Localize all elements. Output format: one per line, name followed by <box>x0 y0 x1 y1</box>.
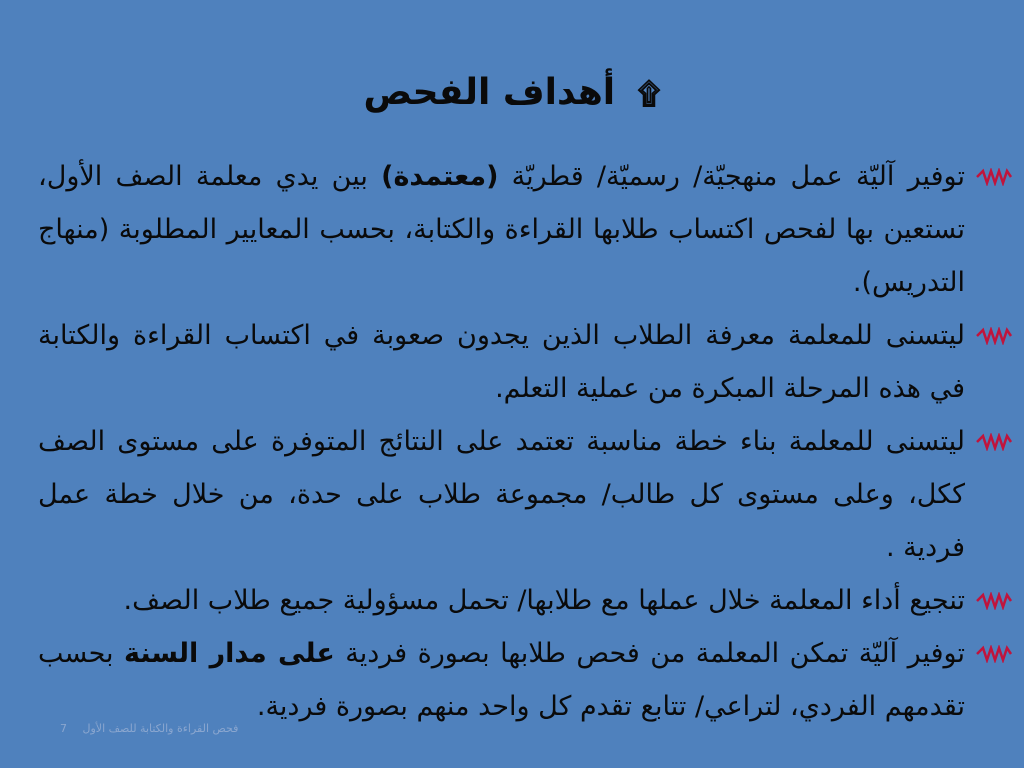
slide-title-text: أهداف الفحص <box>363 72 616 113</box>
bullet-item <box>38 627 1013 733</box>
ornament-icon: ۩ <box>637 77 661 112</box>
bullet-text: توفير آليّة عمل منهجيّة/ رسميّة/ قطريّة <box>498 161 965 192</box>
zigzag-bullet-icon <box>975 645 1013 663</box>
bullet-text: توفير آليّة تمكن المعلمة من فحص طلابها بصورة فردية <box>334 638 965 669</box>
bullet-bold-text: على مدار السنة <box>124 638 335 669</box>
zigzag-bullet-icon <box>975 433 1013 451</box>
bullet-list <box>38 150 1013 733</box>
bullet-text: بحسب تقدمهم الفردي، لتراعي/ تتابع تقدم كل واحد منهم بصورة فردية. <box>38 638 965 722</box>
bullet-item <box>38 415 1013 574</box>
slide-title <box>0 72 1024 113</box>
footer-text: فحص القراءة والكتابة للصف الأول <box>82 722 239 735</box>
page-number: 7 <box>60 722 67 735</box>
bullet-text: ليتسنى للمعلمة بناء خطة مناسبة تعتمد على النتائج المتوفرة على مستوى الصف ككل، وعلى مستوى كل طالب/ مجموعة طلاب على حدة، من خلال خطة عمل فردية . <box>38 426 965 563</box>
bullet-text: ليتسنى للمعلمة معرفة الطلاب الذين يجدون صعوبة في اكتساب القراءة والكتابة في هذه المرحلة المبكرة من عملية التعلم. <box>38 320 965 404</box>
bullet-item <box>38 309 1013 415</box>
bullet-bold-text: (معتمدة) <box>381 161 499 192</box>
bullet-item <box>38 574 1013 627</box>
zigzag-bullet-icon <box>975 327 1013 345</box>
zigzag-bullet-icon <box>975 168 1013 186</box>
zigzag-bullet-icon <box>975 592 1013 610</box>
bullet-text: تنجيع أداء المعلمة خلال عملها مع طلابها/ تحمل مسؤولية جميع طلاب الصف. <box>123 585 965 616</box>
bullet-item <box>38 150 1013 309</box>
bullet-text: بين يدي معلمة الصف الأول، تستعين بها لفحص اكتساب طلابها القراءة والكتابة، بحسب المعايير المطلوبة (منهاج التدريس). <box>38 161 965 298</box>
slide-footer <box>60 722 238 735</box>
